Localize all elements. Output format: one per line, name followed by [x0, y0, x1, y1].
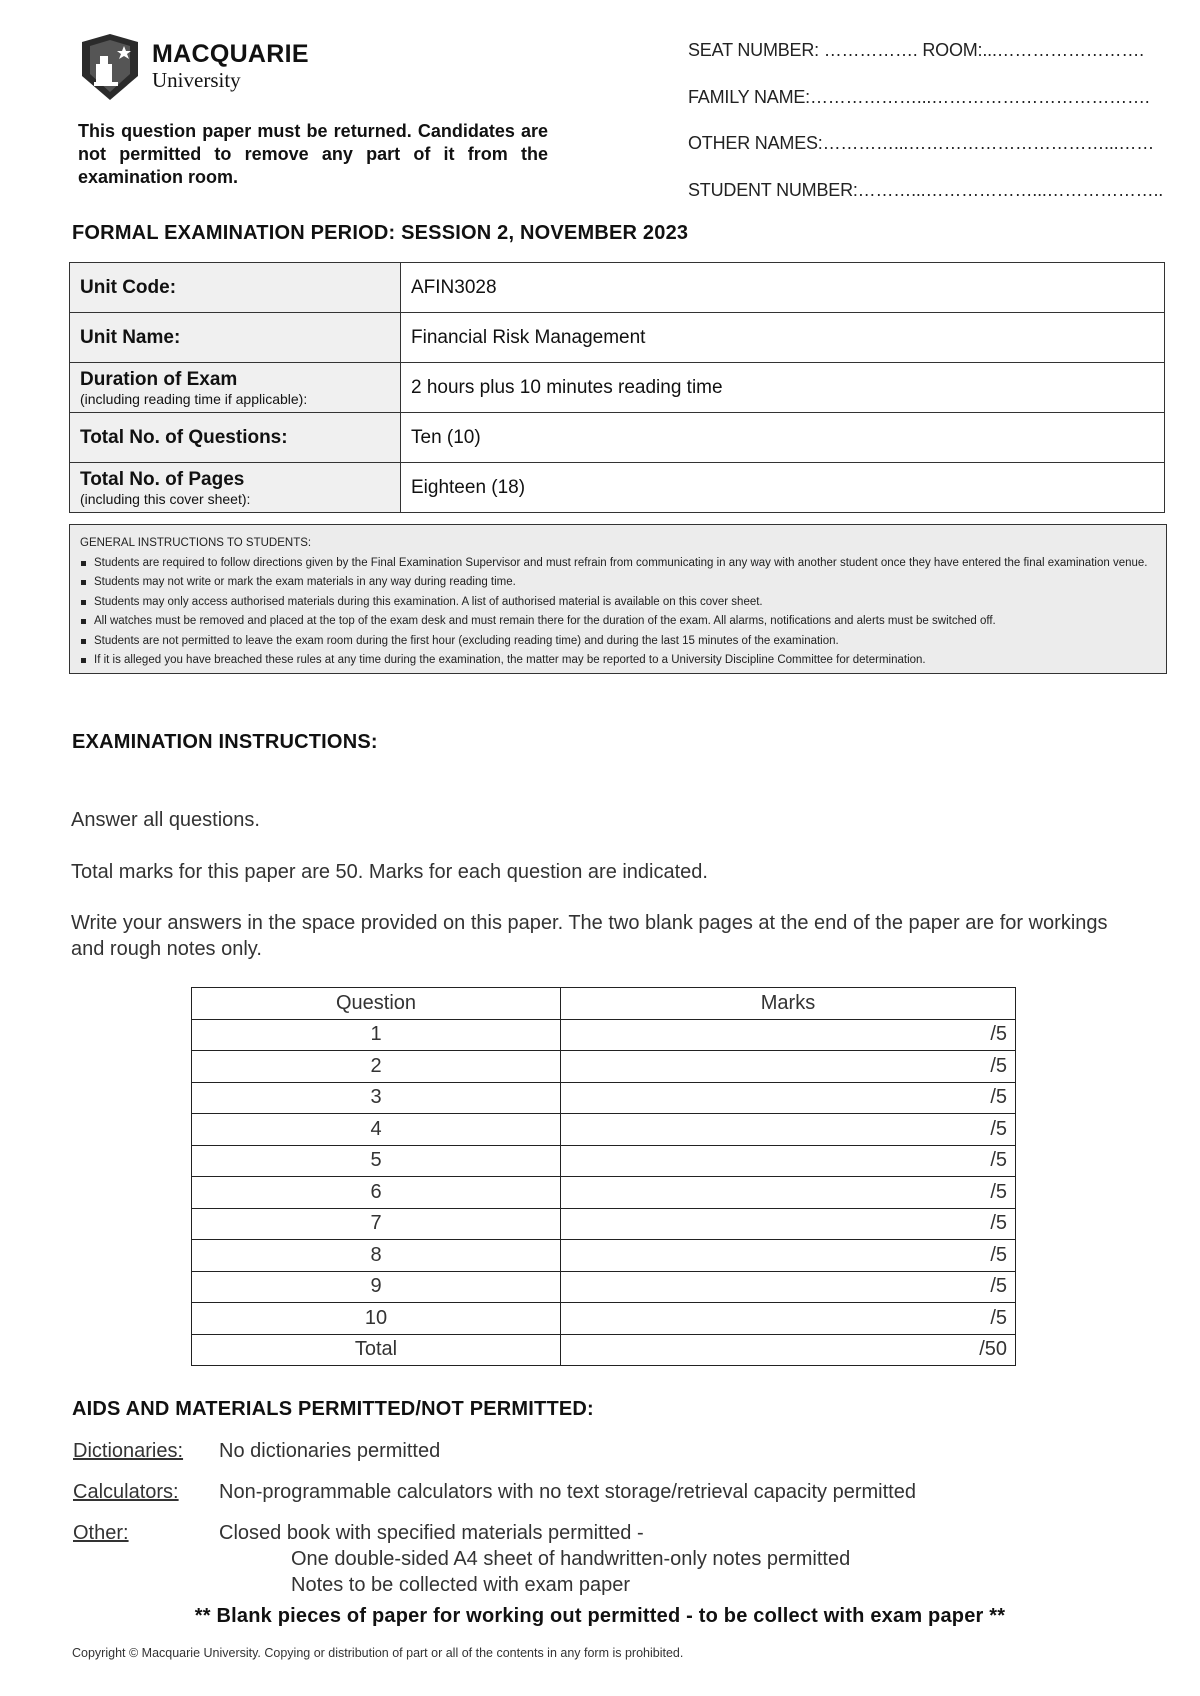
- mark-cell: /5: [561, 1208, 1016, 1240]
- list-item: All watches must be removed and placed at the top of the exam desk and must remain there for the duration of the exam. All alarms, notifications and alerts must be switched off.: [80, 612, 1156, 632]
- instruction-total-marks: Total marks for this paper are 50. Marks for each question are indicated.: [71, 861, 708, 883]
- mark-cell: /5: [561, 1019, 1016, 1051]
- table-row: [192, 1240, 1016, 1272]
- pages-value: Eighteen (18): [401, 463, 1165, 513]
- question-number: 5: [192, 1145, 561, 1177]
- unit-name-value: Financial Risk Management: [401, 313, 1165, 363]
- total-label: Total: [192, 1334, 561, 1366]
- general-instructions-list: [80, 554, 1156, 671]
- list-item: Students are not permitted to leave the exam room during the first hour (excluding reading time) and during the last 15 minutes of the examination.: [80, 632, 1156, 652]
- copyright-notice: Copyright © Macquarie University. Copying or distribution of part or all of the contents in any form is prohibited.: [72, 1646, 684, 1660]
- mark-cell: /5: [561, 1240, 1016, 1272]
- seat-room-field[interactable]: SEAT NUMBER: ……………. ROOM:...…………………….: [688, 40, 1144, 60]
- duration-label: Duration of Exam: [80, 368, 238, 390]
- table-row: [192, 1177, 1016, 1209]
- student-number-field[interactable]: STUDENT NUMBER:………...………………...………………..: [688, 180, 1164, 200]
- mark-cell: /5: [561, 1082, 1016, 1114]
- mark-cell: /5: [561, 1051, 1016, 1083]
- mark-cell: /5: [561, 1303, 1016, 1335]
- general-instructions-box: [69, 524, 1167, 674]
- question-number: 7: [192, 1208, 561, 1240]
- notes-permitted: One double-sided A4 sheet of handwritten-only notes permitted: [291, 1548, 851, 1570]
- unit-details-table: [69, 262, 1165, 513]
- instruction-answer-all: Answer all questions.: [71, 809, 260, 831]
- general-instructions-title: GENERAL INSTRUCTIONS TO STUDENTS:: [80, 537, 312, 549]
- total-mark: /50: [561, 1334, 1016, 1366]
- calculators-value: Non-programmable calculators with no text storage/retrieval capacity permitted: [219, 1481, 916, 1503]
- calculators-label: Calculators:: [73, 1481, 179, 1503]
- total-row: [192, 1334, 1016, 1366]
- other-label: Other:: [73, 1522, 129, 1544]
- question-number: 8: [192, 1240, 561, 1272]
- duration-value: 2 hours plus 10 minutes reading time: [401, 363, 1165, 413]
- other-value: Closed book with specified materials permitted -: [219, 1522, 644, 1544]
- return-notice: This question paper must be returned. Candidates are not permitted to remove any part of it from the examination room.: [78, 121, 548, 187]
- table-row: [192, 1051, 1016, 1083]
- table-row: [192, 1082, 1016, 1114]
- unit-code-value: AFIN3028: [401, 263, 1165, 313]
- table-row: [192, 1019, 1016, 1051]
- unit-code-label: Unit Code:: [80, 276, 177, 298]
- unit-code-row: [70, 263, 1165, 313]
- table-row: [192, 1145, 1016, 1177]
- duration-note: (including reading time if applicable):: [80, 390, 308, 407]
- other-names-field[interactable]: OTHER NAMES:…………...……………………………...……: [688, 133, 1155, 153]
- questions-value: Ten (10): [401, 413, 1165, 463]
- mark-cell: /5: [561, 1145, 1016, 1177]
- question-number: 1: [192, 1019, 561, 1051]
- list-item: Students may not write or mark the exam materials in any way during reading time.: [80, 573, 1156, 593]
- unit-name-label: Unit Name:: [80, 326, 181, 348]
- questions-row: [70, 413, 1165, 463]
- family-name-field[interactable]: FAMILY NAME:………………...……………………………….: [688, 87, 1150, 107]
- table-row: [192, 1208, 1016, 1240]
- dictionaries-label: Dictionaries:: [73, 1440, 184, 1462]
- aids-heading: AIDS AND MATERIALS PERMITTED/NOT PERMITTED:: [72, 1398, 594, 1420]
- question-number: 9: [192, 1271, 561, 1303]
- questions-label: Total No. of Questions:: [80, 426, 288, 448]
- table-row: [192, 1114, 1016, 1146]
- unit-name-row: [70, 313, 1165, 363]
- logo-subtitle: University: [152, 68, 241, 92]
- pages-note: (including this cover sheet):: [80, 490, 251, 507]
- notes-collected: Notes to be collected with exam paper: [291, 1574, 631, 1596]
- mark-cell: /5: [561, 1177, 1016, 1209]
- question-number: 6: [192, 1177, 561, 1209]
- instruction-answer-space: Write your answers in the space provided on this paper. The two blank pages at the end of the paper are for workings and rough notes only.: [71, 912, 1108, 960]
- pages-row: [70, 463, 1165, 513]
- exam-instructions-heading: EXAMINATION INSTRUCTIONS:: [72, 731, 378, 753]
- question-header: Question: [192, 988, 561, 1020]
- logo-wordmark: MACQUARIE: [152, 40, 309, 68]
- question-number: 2: [192, 1051, 561, 1083]
- question-number: 4: [192, 1114, 561, 1146]
- marks-header: Marks: [561, 988, 1016, 1020]
- duration-row: [70, 363, 1165, 413]
- list-item: Students may only access authorised materials during this examination. A list of authorised material is available on this cover sheet.: [80, 593, 1156, 613]
- question-number: 10: [192, 1303, 561, 1335]
- question-number: 3: [192, 1082, 561, 1114]
- table-row: [192, 1271, 1016, 1303]
- exam-period-heading: FORMAL EXAMINATION PERIOD: SESSION 2, NOVEMBER 2023: [72, 222, 689, 244]
- blank-paper-note: ** Blank pieces of paper for working out permitted - to be collect with exam paper **: [194, 1605, 1006, 1627]
- marks-table: [191, 987, 1016, 1366]
- list-item: Students are required to follow directions given by the Final Examination Supervisor and must refrain from communicating in any way with another student once they have entered the final examination venue.: [80, 554, 1156, 574]
- dictionaries-value: No dictionaries permitted: [219, 1440, 441, 1462]
- marks-header-row: [192, 988, 1016, 1020]
- mark-cell: /5: [561, 1114, 1016, 1146]
- list-item: If it is alleged you have breached these rules at any time during the examination, the matter may be reported to a University Discipline Committee for determination.: [80, 651, 1156, 671]
- table-row: [192, 1303, 1016, 1335]
- pages-label: Total No. of Pages: [80, 468, 245, 490]
- mark-cell: /5: [561, 1271, 1016, 1303]
